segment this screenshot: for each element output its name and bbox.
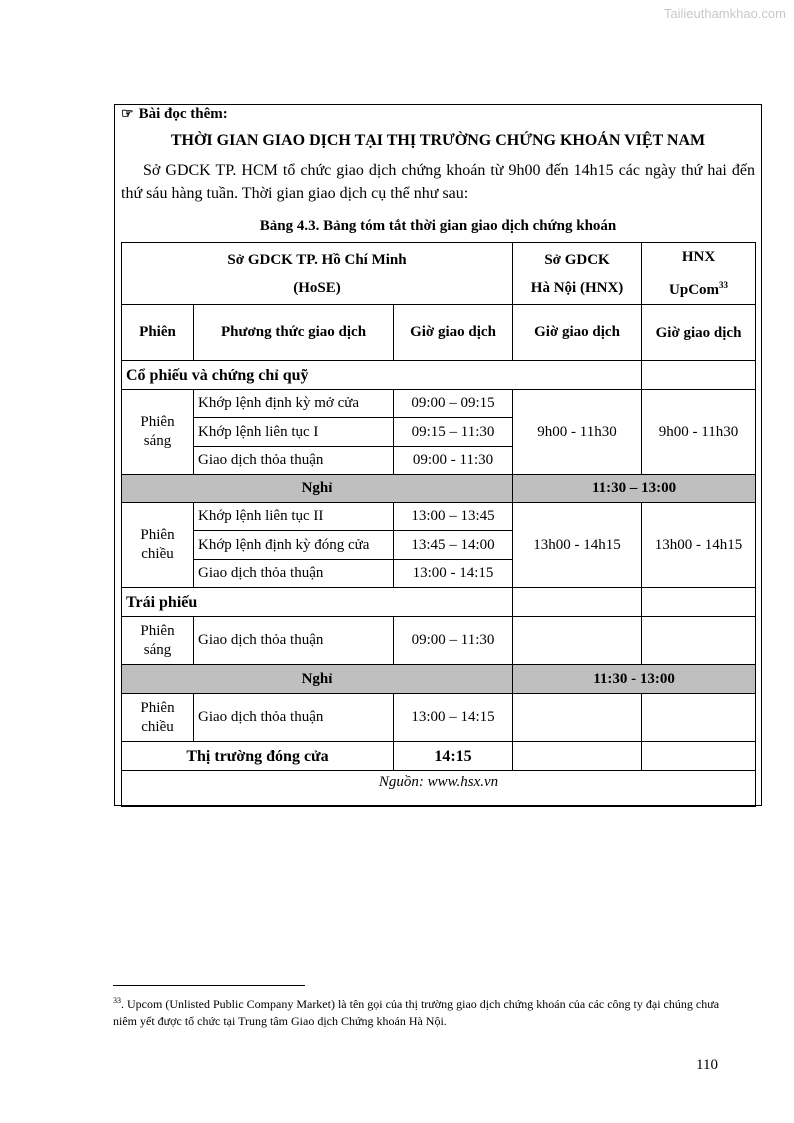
- reading-label: [121, 106, 228, 123]
- empty-cell: [513, 694, 642, 742]
- hnx-header: [513, 243, 642, 305]
- trading-hours-table: [121, 242, 756, 807]
- stocks-section-row: [122, 361, 756, 390]
- close-label: Thị trường đóng cửa: [122, 742, 394, 771]
- upcom-header-line1: HNX: [681, 249, 716, 265]
- method-cell: Khớp lệnh liên tục II: [194, 503, 394, 531]
- empty-cell: [642, 742, 756, 771]
- time-cell: 09:00 – 09:15: [394, 390, 513, 418]
- upcom-header: [642, 243, 756, 305]
- watermark: Tailieuthamkhao.com: [663, 6, 786, 21]
- upcom-time-cell: 9h00 - 11h30: [642, 390, 756, 475]
- close-time: 14:15: [394, 742, 513, 771]
- empty-cell: [642, 694, 756, 742]
- method-cell: Giao dịch thỏa thuận: [194, 694, 394, 742]
- page-number: 110: [696, 1057, 718, 1073]
- column-header-row: [122, 305, 756, 361]
- reading-title: THỜI GIAN GIAO DỊCH TẠI THỊ TRƯỜNG CHỨNG KHOÁN VIỆT NAM: [170, 132, 706, 149]
- col-time-hose: Giờ giao dịch: [394, 305, 513, 361]
- upcom-header-line2: [646, 271, 751, 304]
- hnx-header-line1: Sở GDCK: [544, 251, 610, 268]
- col-time-hnx: Giờ giao dịch: [513, 305, 642, 361]
- reading-label-text: Bài đọc thêm:: [138, 106, 228, 122]
- hnx-header-line2: Hà Nội (HNX): [530, 279, 624, 296]
- break-time: 11:30 - 13:00: [513, 665, 756, 694]
- break-label: Nghỉ: [122, 665, 513, 694]
- method-cell: Giao dịch thỏa thuận: [194, 617, 394, 665]
- source-row: [122, 771, 756, 807]
- empty-cell: [513, 742, 642, 771]
- upcom-time-cell: 13h00 - 14h15: [642, 503, 756, 588]
- session-cell: Phiên chiều: [122, 503, 194, 588]
- empty-cell: [642, 588, 756, 617]
- hnx-time-cell: 13h00 - 14h15: [513, 503, 642, 588]
- upcom-header-text: UpCom: [669, 282, 720, 298]
- table-row: [122, 694, 756, 742]
- table-row: [122, 503, 756, 531]
- reading-paragraph: Sở GDCK TP. HCM tổ chức giao dịch chứng khoán từ 9h00 đến 14h15 các ngày thứ hai đến thứ sáu hàng tuần. Thời gian giao dịch cụ thể như sau:: [121, 162, 755, 202]
- table-caption: Bảng 4.3. Bảng tóm tắt thời gian giao dịch chứng khoán: [259, 218, 617, 234]
- hose-header-line2: (HoSE): [293, 279, 341, 296]
- time-cell: 13:00 – 14:15: [394, 694, 513, 742]
- time-cell: 09:00 – 11:30: [394, 617, 513, 665]
- bonds-section-title: Trái phiếu: [122, 588, 513, 617]
- footnote: [113, 992, 733, 1030]
- footnote-ref: 33: [719, 280, 729, 290]
- break-row: [122, 665, 756, 694]
- stocks-section-title: Cổ phiếu và chứng chỉ quỹ: [122, 361, 642, 390]
- empty-cell: [513, 617, 642, 665]
- table-row: [122, 390, 756, 418]
- break-row: [122, 475, 756, 503]
- empty-cell: [642, 617, 756, 665]
- hose-header-line1: Sở GDCK TP. Hồ Chí Minh: [227, 251, 407, 268]
- col-method: Phương thức giao dịch: [194, 305, 394, 361]
- session-cell: Phiên sáng: [122, 390, 194, 475]
- footnote-text: . Upcom (Unlisted Public Company Market) là tên gọi của thị trường giao dịch chứng khoán của các công ty đại chúng chưa niêm yết được tổ chức tại Trung tâm Giao dịch Chứng khoán Hà Nội.: [113, 997, 720, 1028]
- method-cell: Khớp lệnh định kỳ mở cửa: [194, 390, 394, 418]
- break-label: Nghỉ: [122, 475, 513, 503]
- method-cell: Khớp lệnh định kỳ đóng cửa: [194, 531, 394, 560]
- break-time: 11:30 – 13:00: [513, 475, 756, 503]
- method-cell: Giao dịch thỏa thuận: [194, 447, 394, 475]
- pointing-hand-icon: ☞: [121, 107, 134, 122]
- bonds-section-row: [122, 588, 756, 617]
- footnote-divider: [113, 985, 305, 986]
- empty-cell: [642, 361, 756, 390]
- time-cell: 09:00 - 11:30: [394, 447, 513, 475]
- table-header-row: [122, 243, 756, 305]
- empty-cell: [513, 588, 642, 617]
- source-note: Nguồn: www.hsx.vn: [122, 771, 756, 807]
- method-cell: Giao dịch thỏa thuận: [194, 560, 394, 588]
- col-session: Phiên: [122, 305, 194, 361]
- time-cell: 13:00 – 13:45: [394, 503, 513, 531]
- time-cell: 13:45 – 14:00: [394, 531, 513, 560]
- method-cell: Khớp lệnh liên tục I: [194, 418, 394, 447]
- hnx-time-cell: 9h00 - 11h30: [513, 390, 642, 475]
- footnote-number: 33: [113, 996, 121, 1005]
- hose-header: [122, 243, 513, 305]
- time-cell: 09:15 – 11:30: [394, 418, 513, 447]
- time-cell: 13:00 - 14:15: [394, 560, 513, 588]
- table-row: [122, 617, 756, 665]
- col-time-upcom: Giờ giao dịch: [642, 305, 756, 361]
- market-close-row: [122, 742, 756, 771]
- session-cell: Phiên sáng: [122, 617, 194, 665]
- session-cell: Phiên chiều: [122, 694, 194, 742]
